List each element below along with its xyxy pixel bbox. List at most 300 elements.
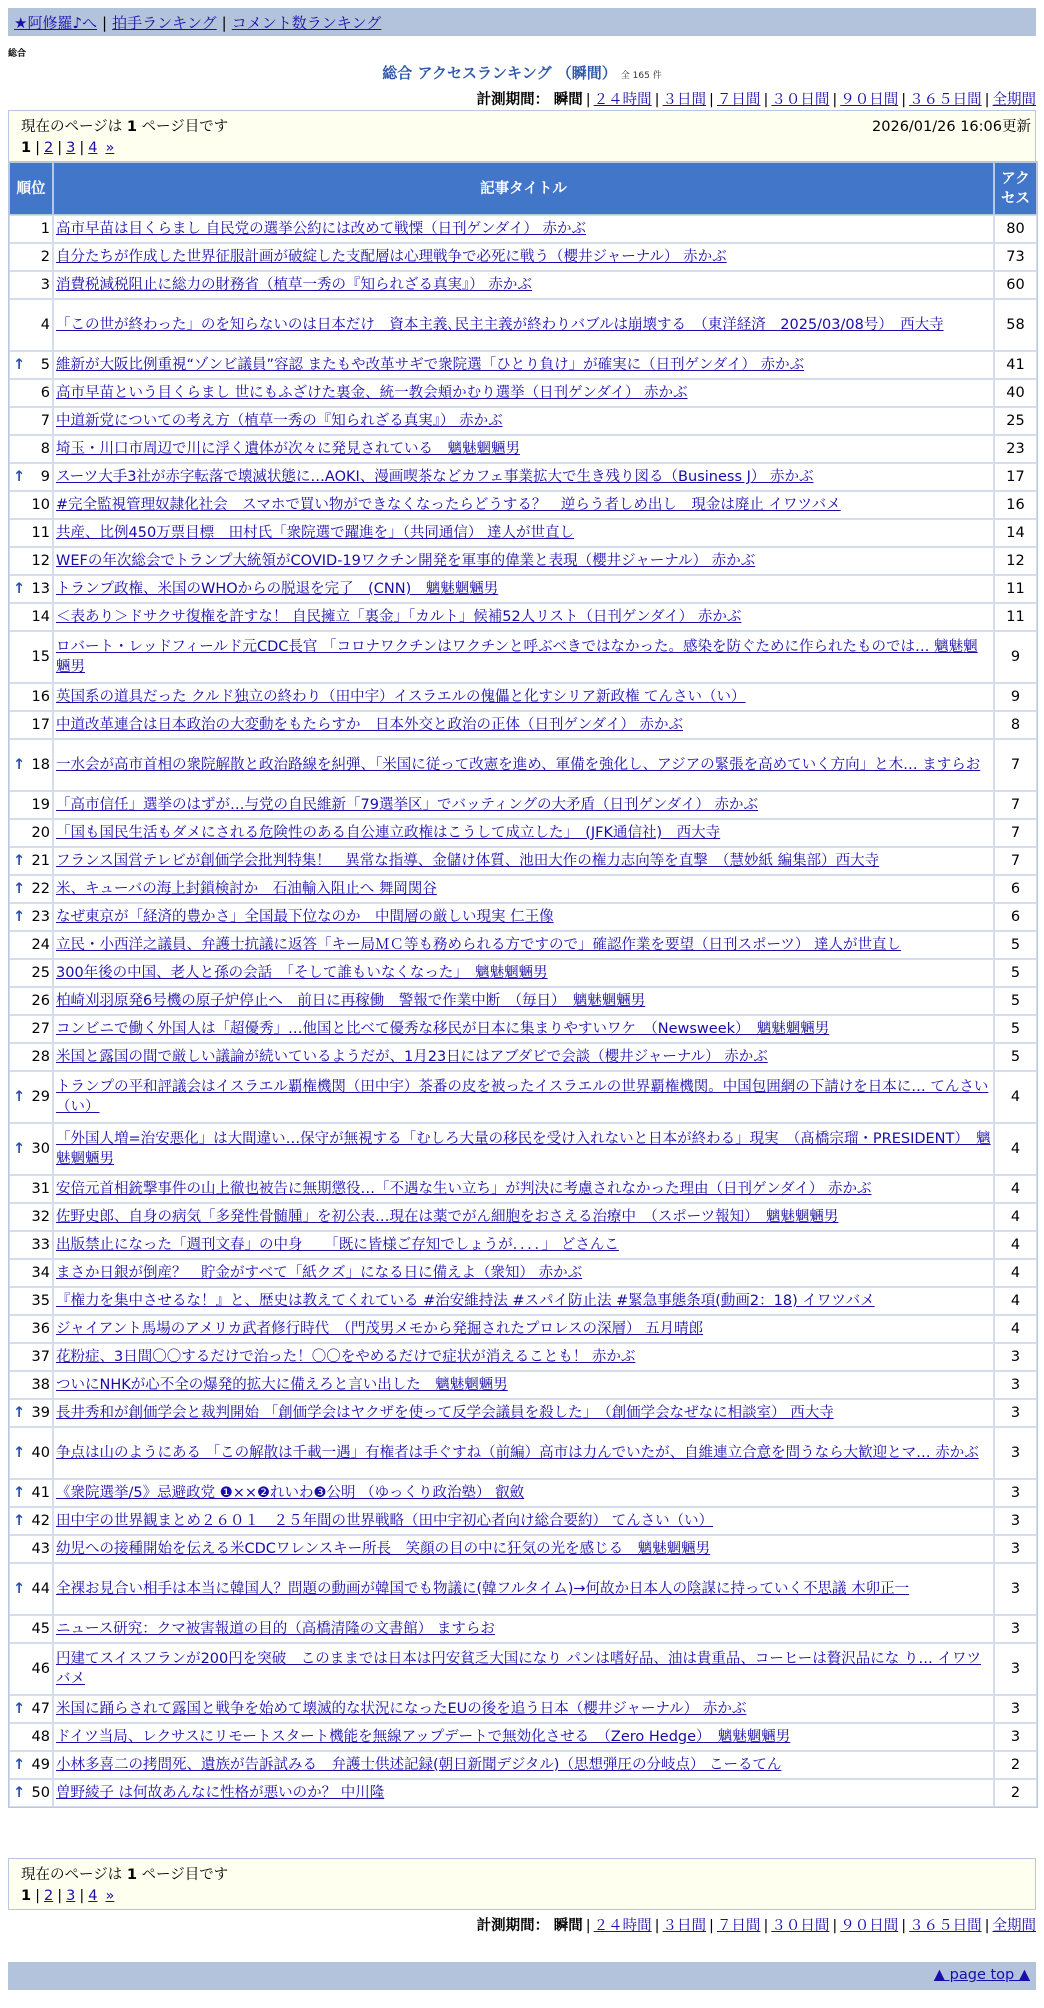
pager-next[interactable]: » <box>105 1888 115 1904</box>
access-count: 7 <box>994 819 1037 847</box>
rank-cell <box>9 603 53 631</box>
table-row <box>9 819 1037 847</box>
access-count: 60 <box>994 271 1037 299</box>
table-row <box>9 987 1037 1015</box>
article-link[interactable]: ニュース研究：クマ被害報道の目的（高橋清隆の文書館） ますらお <box>56 1621 495 1637</box>
article-link[interactable]: 高市早苗は目くらまし 自民党の選挙公約には改めて戦慄（日刊ゲンダイ） 赤かぶ <box>56 221 587 237</box>
article-link[interactable]: コンビニで働く外国人は「超優秀」…他国と比べて優秀な移民が日本に集まりやすいワケ （Newsweek） 魑魅魍魎男 <box>56 1021 830 1037</box>
rank-number: 26 <box>31 993 50 1009</box>
rank-cell <box>9 1751 53 1779</box>
rank-number: 13 <box>31 581 50 597</box>
title-cell <box>53 847 994 875</box>
table-row <box>9 847 1037 875</box>
title-cell <box>53 351 994 379</box>
pager-page-2[interactable]: 2 <box>43 1888 54 1904</box>
title-cell <box>53 603 994 631</box>
table-row <box>9 547 1037 575</box>
article-link[interactable]: 米国と露国の間で厳しい議論が続いているようだが、1月23日にはアブダビで会談（櫻井ジャーナル） 赤かぶ <box>56 1049 768 1065</box>
rank-number: 47 <box>31 1701 50 1717</box>
article-link[interactable]: ついにNHKが心不全の爆発的拡大に備えろと言い出した 魑魅魍魎男 <box>56 1377 508 1393</box>
article-link[interactable]: 長井秀和が創価学会と裁判開始 「創価学会はヤクザを使って反学会議員を殺した」 （創価学会なぜなに相談室） 西大寺 <box>56 1405 834 1421</box>
period-30d[interactable]: ３０日間 <box>771 92 830 108</box>
period-3d[interactable]: ３日間 <box>662 1918 707 1934</box>
access-count: 6 <box>994 903 1037 931</box>
table-row <box>9 1343 1037 1371</box>
rank-cell <box>9 271 53 299</box>
rank-cell <box>9 1071 53 1123</box>
table-row <box>9 631 1037 683</box>
up-arrow-icon: ↑ <box>13 1089 26 1105</box>
rank-cell <box>9 711 53 739</box>
total-count: 全 165 件 <box>620 71 662 81</box>
rank-number: 11 <box>31 525 50 541</box>
rank-cell <box>9 1643 53 1695</box>
title-cell <box>53 1723 994 1751</box>
article-link[interactable]: 佐野史郎、自身の病気「多発性骨髄腫」を初公表…現在は薬でがん細胞をおさえる治療中 （スポーツ報知） 魑魅魍魎男 <box>56 1209 839 1225</box>
up-arrow-icon: ↑ <box>13 1513 26 1529</box>
pager-next[interactable]: » <box>105 140 115 156</box>
title-cell <box>53 739 994 791</box>
table-row <box>9 1287 1037 1315</box>
access-count: 3 <box>994 1723 1037 1751</box>
rank-number: 33 <box>31 1237 50 1253</box>
rank-number: 12 <box>31 553 50 569</box>
article-link[interactable]: 英国系の道具だった クルド独立の終わり（田中宇）イスラエルの傀儡と化すシリア新政権 てんさい（い） <box>56 689 746 705</box>
rank-cell <box>9 819 53 847</box>
up-arrow-icon: ↑ <box>13 357 26 373</box>
up-arrow-icon: ↑ <box>13 1405 26 1421</box>
article-link[interactable]: ドイツ当局、レクサスにリモートスタート機能を無線アップデートで無効化させる （Zero Hedge） 魑魅魍魎男 <box>56 1729 791 1745</box>
table-row <box>9 1779 1037 1807</box>
rank-number: 44 <box>31 1581 50 1597</box>
title-cell <box>53 1175 994 1203</box>
table-row <box>9 1507 1037 1535</box>
period-365d[interactable]: ３６５日間 <box>909 92 982 108</box>
rank-cell <box>9 1427 53 1479</box>
access-count: 5 <box>994 1043 1037 1071</box>
article-link[interactable]: トランプの平和評議会はイスラエル覇権機関（田中宇）茶番の皮を被ったイスラエルの世界覇権機関。中国包囲網の下請けを日本に… てんさい（い） <box>56 1079 989 1115</box>
article-link[interactable]: 円建てスイスフランが200円を突破 このままでは日本は円安貧乏大国になり パンは嗜好品、油は貴重品、コーヒーは贅沢品にな り… イワツバメ <box>56 1651 981 1687</box>
period-selector-top: 計測期間： 瞬間 | ２４時間 | ３日間 | ７日間 | ３０日間 | ９０日間 | ３６５日間 | 全期間 <box>476 92 1036 108</box>
article-link[interactable]: 自分たちが作成した世界征服計画が破綻した支配層は心理戦争で必死に戦う（櫻井ジャーナル） 赤かぶ <box>56 249 727 265</box>
access-count: 4 <box>994 1203 1037 1231</box>
article-link[interactable]: 中道新党についての考え方（植草一秀の『知られざる真実』） 赤かぶ <box>56 413 503 429</box>
up-arrow-icon: ↑ <box>13 1785 26 1801</box>
article-link[interactable]: 「高市信任」選挙のはずが…与党の自民維新「79選挙区」でバッティングの大矛盾（日刊ゲンダイ） 赤かぶ <box>56 797 758 813</box>
pager-page-4[interactable]: 4 <box>88 1888 98 1904</box>
rank-cell <box>9 1371 53 1399</box>
rank-number: 1 <box>40 221 50 237</box>
title-cell <box>53 1287 994 1315</box>
rank-number: 20 <box>31 825 50 841</box>
pager-page-2[interactable]: 2 <box>43 140 54 156</box>
access-count: 3 <box>994 1371 1037 1399</box>
access-count: 8 <box>994 711 1037 739</box>
table-row <box>9 1695 1037 1723</box>
rank-number: 41 <box>31 1485 50 1501</box>
rank-number: 30 <box>31 1141 50 1157</box>
up-arrow-icon: ↑ <box>13 581 26 597</box>
access-count: 14 <box>994 519 1037 547</box>
pager: 1 | 2 | 3 | 4 » <box>21 140 115 156</box>
article-link[interactable]: 米、キューバの海上封鎖検討か 石油輸入阻止へ 舞岡関谷 <box>56 881 437 897</box>
title-cell <box>53 1479 994 1507</box>
pager: 1 | 2 | 3 | 4 » <box>21 1888 115 1904</box>
access-count: 4 <box>994 1259 1037 1287</box>
access-count: 7 <box>994 847 1037 875</box>
rank-number: 29 <box>31 1089 50 1105</box>
title-cell <box>53 519 994 547</box>
up-arrow-icon: ↑ <box>13 881 26 897</box>
rank-number: 38 <box>31 1377 50 1393</box>
article-link[interactable]: WEFの年次総会でトランプ大統領がCOVID-19ワクチン開発を軍事的偉業と表現（櫻井ジャーナル） 赤かぶ <box>56 553 756 569</box>
table-row <box>9 491 1037 519</box>
article-link[interactable]: 安倍元首相銃撃事件の山上徹也被告に無期懲役…「不遇な生い立ち」が判決に考慮されなかった理由（日刊ゲンダイ） 赤かぶ <box>56 1181 872 1197</box>
access-count: 4 <box>994 1287 1037 1315</box>
article-link[interactable]: 《衆院選挙/5》忌避政党 ❶××❷れいわ❸公明 （ゆっくり政治塾） 叡斂 <box>56 1485 525 1501</box>
access-count: 5 <box>994 1015 1037 1043</box>
period-7d[interactable]: ７日間 <box>716 1918 761 1934</box>
page-top-link[interactable]: ▲ page top ▲ <box>933 1967 1030 1983</box>
period-7d[interactable]: ７日間 <box>716 92 761 108</box>
article-link[interactable]: 争点は山のようにある 「この解散は千載一遇」有権者は手ぐすね（前編）高市は力んでいたが、自維連立合意を問うなら大歓迎とマ… 赤かぶ <box>56 1445 979 1461</box>
access-count: 11 <box>994 603 1037 631</box>
table-row <box>9 711 1037 739</box>
rank-header: 順位 <box>9 162 53 215</box>
clap-ranking-link[interactable]: 拍手ランキング <box>112 14 217 32</box>
article-link[interactable]: 立民・小西洋之議員、弁護士抗議に返答「キー局ＭＣ等も務められる方ですので」確認作業を要望（日刊スポーツ） 達人が世直し <box>56 937 902 953</box>
rank-number: 24 <box>31 937 50 953</box>
access-count: 12 <box>994 547 1037 575</box>
table-row <box>9 435 1037 463</box>
table-row <box>9 299 1037 351</box>
title-cell <box>53 243 994 271</box>
rank-cell <box>9 1723 53 1751</box>
rank-cell <box>9 1507 53 1535</box>
rank-cell <box>9 1479 53 1507</box>
rank-number: 27 <box>31 1021 50 1037</box>
article-link[interactable]: 300年後の中国、老人と孫の会話 「そして誰もいなくなった」 魑魅魍魎男 <box>56 965 548 981</box>
table-row <box>9 1231 1037 1259</box>
title-cell <box>53 791 994 819</box>
pager-current: 1 <box>21 1888 32 1904</box>
rank-cell <box>9 1203 53 1231</box>
access-count: 6 <box>994 875 1037 903</box>
access-count: 3 <box>994 1479 1037 1507</box>
access-count: 3 <box>994 1615 1037 1643</box>
rank-number: 50 <box>31 1785 50 1801</box>
rank-number: 49 <box>31 1757 50 1773</box>
up-arrow-icon: ↑ <box>13 1141 26 1157</box>
access-count: 4 <box>994 1175 1037 1203</box>
title-cell <box>53 1071 994 1123</box>
rank-cell <box>9 631 53 683</box>
rank-cell <box>9 987 53 1015</box>
access-count: 3 <box>994 1695 1037 1723</box>
title-cell <box>53 547 994 575</box>
up-arrow-icon: ↑ <box>13 1445 26 1461</box>
pager-page-4[interactable]: 4 <box>88 140 98 156</box>
rank-cell <box>9 1015 53 1043</box>
pager-page-3[interactable]: 3 <box>66 140 76 156</box>
access-count: 7 <box>994 791 1037 819</box>
updated-time: 2026/01/26 16:06更新 <box>872 119 1031 135</box>
rank-number: 17 <box>31 717 50 733</box>
rank-cell <box>9 379 53 407</box>
article-link[interactable]: 「この世が終わった」のを知らないのは日本だけ 資本主義､民主主義が終わりバブルは崩壊する （東洋経済 2025/03/08号） 西大寺 <box>56 317 944 333</box>
table-row <box>9 1371 1037 1399</box>
period-90d[interactable]: ９０日間 <box>840 92 899 108</box>
title-cell <box>53 631 994 683</box>
access-count: 9 <box>994 631 1037 683</box>
table-row <box>9 1175 1037 1203</box>
article-link[interactable]: 柏崎刈羽原発6号機の原子炉停止へ 前日に再稼働 警報で作業中断 （毎日） 魑魅魍魎男 <box>56 993 646 1009</box>
table-row <box>9 1259 1037 1287</box>
article-link[interactable]: トランプ政権、米国のWHOからの脱退を完了 (CNN) 魑魅魍魎男 <box>56 581 499 597</box>
title-cell <box>53 1315 994 1343</box>
period-24h[interactable]: ２４時間 <box>593 92 652 108</box>
up-arrow-icon: ↑ <box>13 757 26 773</box>
article-link[interactable]: スーツ大手3社が赤字転落で壊滅状態に…AOKI、漫画喫茶などカフェ事業拡大で生き残り図る（Business J） 赤かぶ <box>56 469 814 485</box>
article-link[interactable]: 小林多喜二の拷問死、遺族が告訴試みる 弁護士供述記録(朝日新聞デジタル)（思想弾圧の分岐点） こーるてん <box>56 1757 782 1773</box>
table-row <box>9 1427 1037 1479</box>
title-cell <box>53 1015 994 1043</box>
article-link[interactable]: 花粉症、3日間〇〇するだけで治った！〇〇をやめるだけで症状が消えることも！ 赤かぶ <box>56 1349 636 1365</box>
rank-cell <box>9 1123 53 1175</box>
pager-page-3[interactable]: 3 <box>66 1888 76 1904</box>
access-count: 4 <box>994 1315 1037 1343</box>
title-cell <box>53 1643 994 1695</box>
rank-cell <box>9 1175 53 1203</box>
title-cell <box>53 407 994 435</box>
access-header: アクセス <box>994 162 1037 215</box>
rank-number: 5 <box>40 357 50 373</box>
comment-ranking-link[interactable]: コメント数ランキング <box>231 14 382 32</box>
top-nav-bar <box>8 8 1036 36</box>
article-link[interactable]: まさか日銀が倒産？ 貯金がすべて「紙クズ」になる日に備えよ（衆知） 赤かぶ <box>56 1265 583 1281</box>
rank-number: 37 <box>31 1349 50 1365</box>
home-link[interactable]: ★阿修羅♪へ <box>14 14 98 32</box>
article-link[interactable]: 共産、比例450万票目標 田村氏「衆院選で躍進を」（共同通信） 達人が世直し <box>56 525 575 541</box>
page-status-bottom <box>8 1858 1036 1910</box>
rank-number: 10 <box>31 497 50 513</box>
rank-number: 42 <box>31 1513 50 1529</box>
table-row <box>9 603 1037 631</box>
access-count: 5 <box>994 987 1037 1015</box>
rank-number: 28 <box>31 1049 50 1065</box>
table-row <box>9 1751 1037 1779</box>
article-link[interactable]: 米国に踊らされて露国と戦争を始めて壊滅的な状況になったEUの後を追う日本（櫻井ジャーナル） 赤かぶ <box>56 1701 747 1717</box>
separator: | <box>102 14 108 32</box>
table-row <box>9 407 1037 435</box>
page-status-text: 現在のページは 1 ページ目です <box>21 1867 229 1883</box>
table-row <box>9 875 1037 903</box>
table-row <box>9 243 1037 271</box>
article-link[interactable]: ＜表あり＞ドサクサ復権を許すな！ 自民擁立「裏金」「カルト」候補52人リスト（日刊ゲンダイ） 赤かぶ <box>56 609 742 625</box>
table-row <box>9 1643 1037 1695</box>
title-cell <box>53 1343 994 1371</box>
up-arrow-icon: ↑ <box>13 1581 26 1597</box>
rank-cell <box>9 875 53 903</box>
page-status-text: 現在のページは 1 ページ目です <box>21 119 229 135</box>
article-link[interactable]: 「国も国民生活もダメにされる危険性のある自公連立政権はこうして成立した」 (JFK通信社) 西大寺 <box>56 825 721 841</box>
rank-cell <box>9 243 53 271</box>
table-row <box>9 1563 1037 1615</box>
rank-cell <box>9 1535 53 1563</box>
access-count: 23 <box>994 435 1037 463</box>
rank-cell <box>9 1695 53 1723</box>
rank-cell <box>9 1287 53 1315</box>
access-count: 73 <box>994 243 1037 271</box>
rank-number: 18 <box>31 757 50 773</box>
rank-cell <box>9 791 53 819</box>
period-all[interactable]: 全期間 <box>992 1918 1036 1934</box>
pager-current: 1 <box>21 140 32 156</box>
up-arrow-icon: ↑ <box>13 1701 26 1717</box>
title-cell <box>53 931 994 959</box>
article-link[interactable]: ジャイアント馬場のアメリカ武者修行時代 （門茂男メモから発掘されたプロレスの深層） 五月晴郎 <box>56 1321 704 1337</box>
table-row <box>9 739 1037 791</box>
access-count: 3 <box>994 1563 1037 1615</box>
rank-number: 2 <box>40 249 50 265</box>
article-link[interactable]: 一水会が高市首相の衆院解散と政治路線を糾弾、「米国に従って改憲を進め、軍備を強化し、アジアの緊張を高めていく方向」と木… ますらお <box>56 757 981 773</box>
title-cell <box>53 819 994 847</box>
title-cell <box>53 1563 994 1615</box>
table-row <box>9 215 1037 243</box>
article-link[interactable]: 田中宇の世界観まとめ２６０１ ２５年間の世界戦略（田中宇初心者向け総合要約） てんさい（い） <box>56 1513 714 1529</box>
article-link[interactable]: 全裸お見合い相手は本当に韓国人？問題の動画が韓国でも物議に(韓フルタイム)→何故か日本人の陰謀に持っていく不思議 木卯正一 <box>56 1581 910 1597</box>
title-cell <box>53 1535 994 1563</box>
rank-cell <box>9 1399 53 1427</box>
access-count: 7 <box>994 739 1037 791</box>
table-row <box>9 379 1037 407</box>
title-cell <box>53 1507 994 1535</box>
rank-cell <box>9 959 53 987</box>
up-arrow-icon: ↑ <box>13 853 26 869</box>
rank-cell <box>9 1779 53 1807</box>
access-count: 16 <box>994 491 1037 519</box>
article-link[interactable]: 消費税減税阻止に総力の財務省（植草一秀の『知られざる真実』） 赤かぶ <box>56 277 532 293</box>
period-30d[interactable]: ３０日間 <box>771 1918 830 1934</box>
article-link[interactable]: 「外国人増=治安悪化」は大間違い…保守が無視する「むしろ大量の移民を受け入れないと日本が終わる」現実 （髙橋宗瑠・PRESIDENT） 魑魅魍魎男 <box>56 1131 991 1167</box>
rank-number: 21 <box>31 853 50 869</box>
article-link[interactable]: 幼児への接種開始を伝える米CDCワレンスキー所長 笑顔の目の中に狂気の光を感じる 魑魅魍魎男 <box>56 1541 711 1557</box>
rank-cell <box>9 1043 53 1071</box>
title-cell <box>53 463 994 491</box>
rank-cell <box>9 215 53 243</box>
period-current: 瞬間 <box>553 1918 583 1934</box>
access-count: 80 <box>994 215 1037 243</box>
rank-cell <box>9 1315 53 1343</box>
period-24h[interactable]: ２４時間 <box>593 1918 652 1934</box>
rank-cell <box>9 519 53 547</box>
up-arrow-icon: ↑ <box>13 909 26 925</box>
access-count: 25 <box>994 407 1037 435</box>
rank-cell <box>9 1259 53 1287</box>
rank-number: 34 <box>31 1265 50 1281</box>
up-arrow-icon: ↑ <box>13 1485 26 1501</box>
article-link[interactable]: フランス国営テレビが創価学会批判特集！ 異常な指導、金儲け体質、池田大作の権力志向等を直撃 （慧妙紙 編集部）西大寺 <box>56 853 880 869</box>
title-cell <box>53 575 994 603</box>
title-cell <box>53 1203 994 1231</box>
rank-number: 25 <box>31 965 50 981</box>
rank-cell <box>9 847 53 875</box>
table-row <box>9 1315 1037 1343</box>
table-row <box>9 1479 1037 1507</box>
article-link[interactable]: 埼玉・川口市周辺で川に浮く遺体が次々に発見されている 魑魅魍魎男 <box>56 441 520 457</box>
article-link[interactable]: 『権力を集中させるな！』と、歴史は教えてくれている #治安維持法 #スパイ防止法 #緊急事態条項(動画2：18) イワツバメ <box>56 1293 875 1309</box>
access-count: 3 <box>994 1643 1037 1695</box>
access-count: 3 <box>994 1535 1037 1563</box>
table-row <box>9 959 1037 987</box>
article-link[interactable]: 中道改革連合は日本政治の大変動をもたらすか 日本外交と政治の正体（日刊ゲンダイ） 赤かぶ <box>56 717 683 733</box>
rank-number: 43 <box>31 1541 50 1557</box>
table-row <box>9 791 1037 819</box>
article-link[interactable]: 曽野綾子 は何故あんなに性格が悪いのか？ 中川隆 <box>56 1785 385 1801</box>
title-cell <box>53 435 994 463</box>
title-cell <box>53 959 994 987</box>
period-all[interactable]: 全期間 <box>992 92 1036 108</box>
table-row <box>9 463 1037 491</box>
access-count: 3 <box>994 1399 1037 1427</box>
separator: | <box>221 14 227 32</box>
rank-cell <box>9 351 53 379</box>
article-link[interactable]: 高市早苗という目くらまし 世にもふざけた裏金、統一教会頬かむり選挙（日刊ゲンダイ） 赤かぶ <box>56 385 688 401</box>
access-count: 11 <box>994 575 1037 603</box>
article-link[interactable]: #完全監視管理奴隷化社会 スマホで買い物ができなくなったらどうする？ 逆らう者しめ出し 現金は廃止 イワツバメ <box>56 497 841 513</box>
rank-cell <box>9 491 53 519</box>
access-count: 4 <box>994 1123 1037 1175</box>
title-cell <box>53 1779 994 1807</box>
rank-number: 4 <box>40 317 50 333</box>
title-cell <box>53 1231 994 1259</box>
period-90d[interactable]: ９０日間 <box>840 1918 899 1934</box>
rank-cell <box>9 575 53 603</box>
title-cell <box>53 683 994 711</box>
rank-cell <box>9 463 53 491</box>
rank-cell <box>9 435 53 463</box>
article-link[interactable]: 維新が大阪比例重視“ゾンビ議員”容認 またもや改革サギで衆院選「ひとり負け」が確実に（日刊ゲンダイ） 赤かぶ <box>56 357 805 373</box>
footer-bar <box>8 1962 1036 1990</box>
article-link[interactable]: ロバート・レッドフィールド元CDC長官 「コロナワクチンはワクチンと呼ぶべきではなかった。感染を防ぐために作られたものでは… 魑魅魍魎男 <box>56 639 978 675</box>
table-row <box>9 1043 1037 1071</box>
title-cell <box>53 1427 994 1479</box>
up-arrow-icon: ↑ <box>13 469 26 485</box>
rank-number: 15 <box>31 649 50 665</box>
rank-number: 19 <box>31 797 50 813</box>
title-cell <box>53 987 994 1015</box>
article-link[interactable]: 出版禁止になった「週刊文春」の中身 「既に皆様ご存知でしょうが．．．．」 どさんこ <box>56 1237 619 1253</box>
rank-cell <box>9 1343 53 1371</box>
title-cell <box>53 379 994 407</box>
title-cell <box>53 215 994 243</box>
title-cell <box>53 903 994 931</box>
rank-number: 31 <box>31 1181 50 1197</box>
access-count: 41 <box>994 351 1037 379</box>
rank-number: 46 <box>31 1661 50 1677</box>
access-count: 9 <box>994 683 1037 711</box>
access-count: 3 <box>994 1343 1037 1371</box>
table-row <box>9 1535 1037 1563</box>
table-row <box>9 575 1037 603</box>
article-link[interactable]: なぜ東京が「経済的豊かさ」全国最下位なのか 中間層の厳しい現実 仁王像 <box>56 909 554 925</box>
category-label: 総合 <box>8 49 27 59</box>
rank-cell <box>9 1231 53 1259</box>
rank-cell <box>9 299 53 351</box>
period-3d[interactable]: ３日間 <box>662 92 707 108</box>
period-365d[interactable]: ３６５日間 <box>909 1918 982 1934</box>
title-cell <box>53 1123 994 1175</box>
